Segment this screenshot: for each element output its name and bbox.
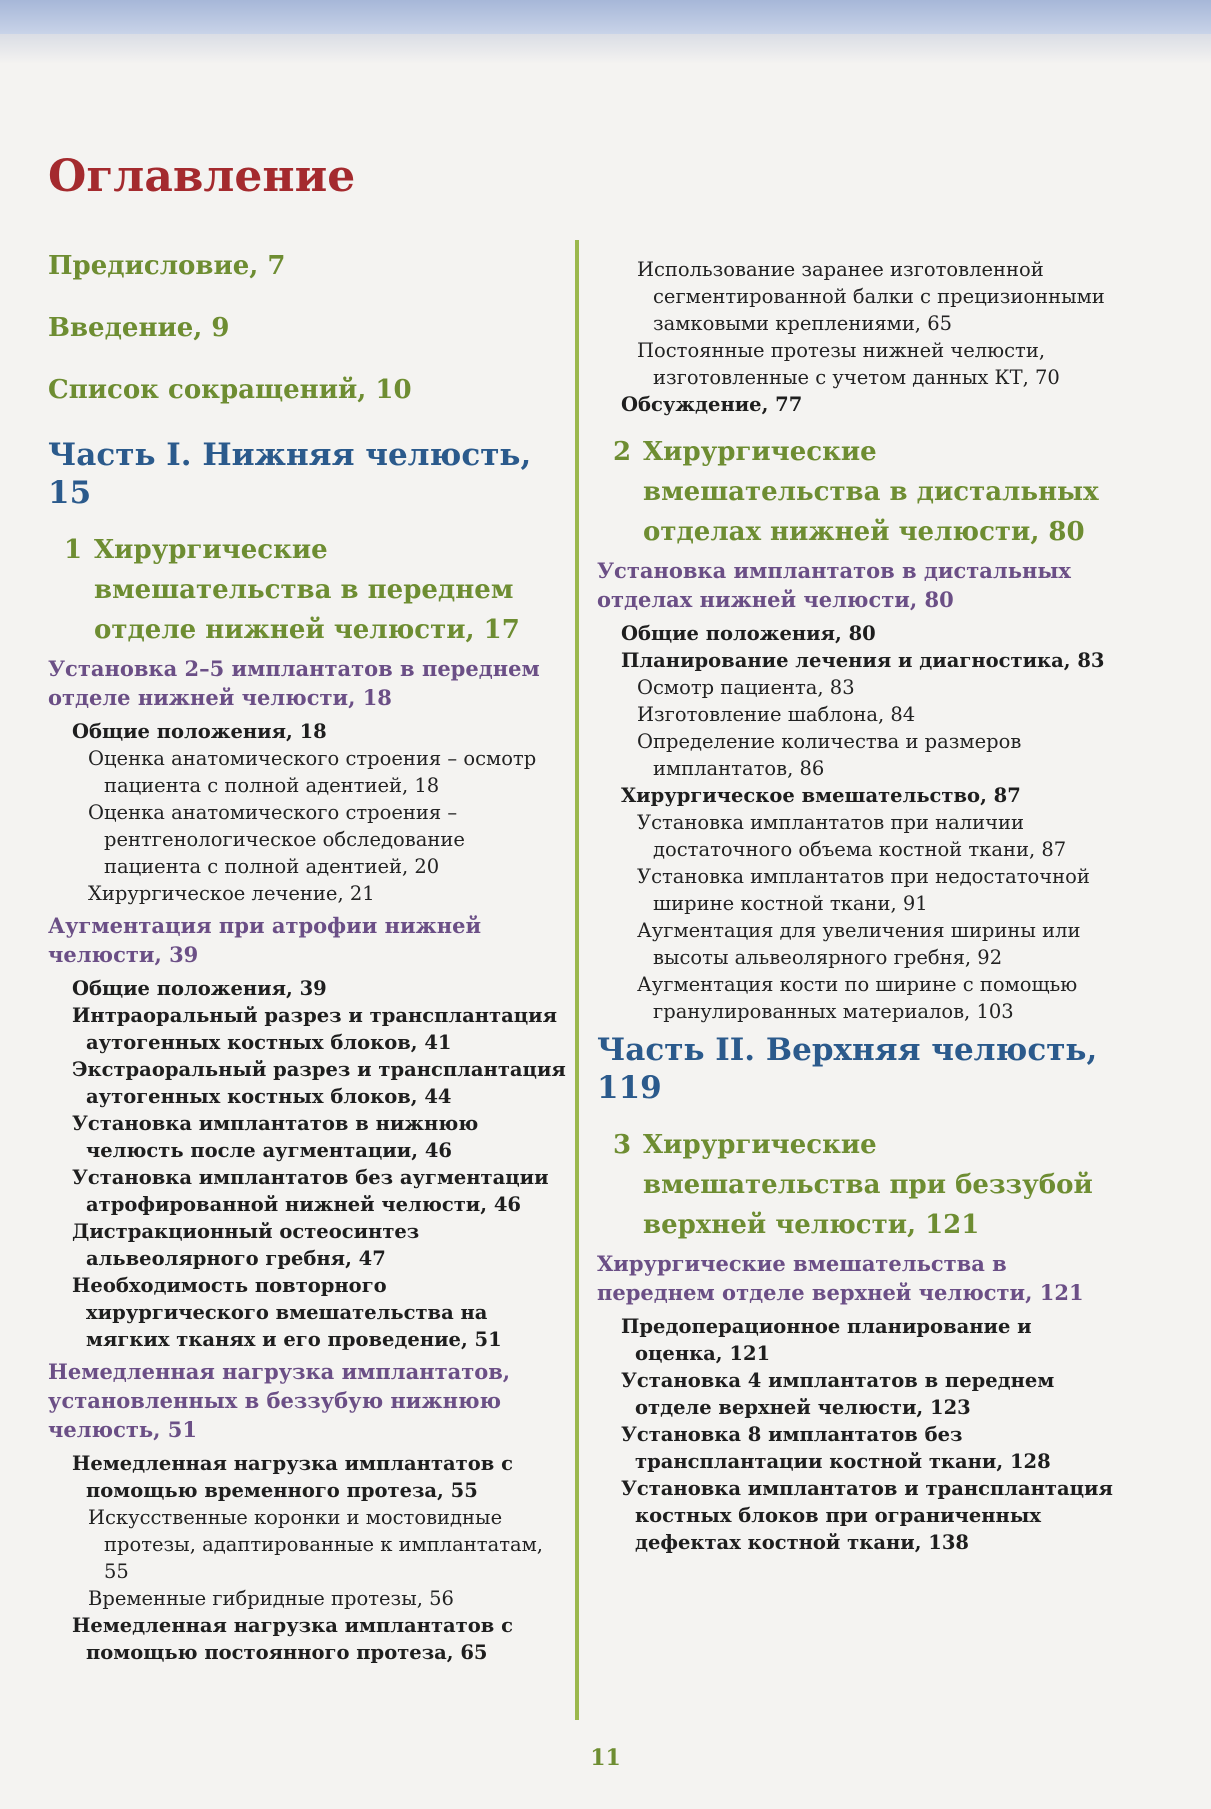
toc-subsection[interactable]: Предоперационное планирование и оценка, 121 (621, 1315, 1032, 1365)
toc-item[interactable]: Оценка анатомического строения – осмотр пациента с полной адентией, 18 (88, 747, 537, 797)
page-number: 11 (590, 1745, 621, 1771)
toc-section[interactable]: Аугментация при атрофии нижней челюсти, 39 (48, 913, 482, 967)
toc-subsection[interactable]: Установка 8 имплантатов без трансплантации костной ткани, 128 (621, 1423, 1051, 1473)
toc-subsection[interactable]: Установка имплантатов в нижнюю челюсть после аугментации, 46 (72, 1112, 479, 1162)
chapter-number: 2 (613, 437, 632, 467)
toc-subsection[interactable]: Общие положения, 18 (72, 720, 327, 743)
chapter-number: 3 (613, 1130, 632, 1160)
spacer (597, 418, 1117, 432)
toc-section[interactable]: Установка 2–5 имплантатов в переднем отделе нижней челюсти, 18 (48, 656, 540, 710)
toc-item[interactable]: Временные гибридные протезы, 56 (88, 1587, 454, 1610)
top-shadow (0, 34, 1211, 64)
chapter-number: 1 (64, 535, 83, 565)
toc-subsection[interactable]: Планирование лечения и диагностика, 83 (621, 649, 1105, 672)
toc-subsection[interactable]: Немедленная нагрузка имплантатов с помощью временного протеза, 55 (72, 1452, 513, 1502)
toc-subsection[interactable]: Общие положения, 80 (621, 622, 876, 645)
toc-item[interactable]: Использование заранее изготовленной сегментированной балки с прецизионными замковыми креплениями, 65 (637, 258, 1105, 335)
page-title: Оглавление (48, 151, 356, 202)
toc-subsection[interactable]: Общие положения, 39 (72, 977, 327, 1000)
toc-item[interactable]: Изготовление шаблона, 84 (637, 703, 916, 726)
top-color-band (0, 0, 1211, 34)
toc-chapter-heading[interactable] (64, 530, 568, 650)
toc-subsection[interactable]: Немедленная нагрузка имплантатов с помощью постоянного протеза, 65 (72, 1614, 513, 1664)
toc-item[interactable]: Искусственные коронки и мостовидные протезы, адаптированные к имплантатам, 55 (88, 1506, 543, 1583)
toc-item[interactable]: Аугментация кости по ширине с помощью гранулированных материалов, 103 (637, 973, 1078, 1023)
toc-item[interactable]: Постоянные протезы нижней челюсти, изготовленные с учетом данных КТ, 70 (637, 339, 1060, 389)
toc-part-heading[interactable]: Часть I. Нижняя челюсть, 15 (48, 437, 532, 511)
toc-subsection[interactable]: Необходимость повторного хирургического вмешательства на мягких тканях и его проведение, 51 (72, 1274, 502, 1351)
toc-subsection[interactable]: Экстраоральный разрез и трансплантация аутогенных костных блоков, 44 (72, 1058, 566, 1108)
toc-entry-preface[interactable]: Предисловие, 7 (48, 251, 286, 281)
toc-item[interactable]: Установка имплантатов при наличии достаточного объема костной ткани, 87 (637, 811, 1067, 861)
toc-part-heading[interactable]: Часть II. Верхняя челюсть, 119 (597, 1032, 1098, 1106)
toc-item[interactable]: Оценка анатомического строения – рентгенологическое обследование пациента с полной адентией, 20 (88, 801, 465, 878)
toc-entry-abbreviations[interactable]: Список сокращений, 10 (48, 375, 412, 405)
toc-subsection[interactable]: Дистракционный остеосинтез альвеолярного гребня, 47 (72, 1220, 420, 1270)
toc-left-column (48, 250, 568, 1666)
chapter-title: Хирургические вмешательства в дистальных отделах нижней челюсти, 80 (643, 437, 1099, 547)
toc-section[interactable]: Хирургические вмешательства в переднем отделе верхней челюсти, 121 (597, 1251, 1084, 1305)
toc-item[interactable]: Установка имплантатов при недостаточной ширине костной ткани, 91 (637, 865, 1090, 915)
toc-right-column (597, 256, 1117, 1556)
toc-section[interactable]: Установка имплантатов в дистальных отделах нижней челюсти, 80 (597, 558, 1071, 612)
toc-section[interactable]: Немедленная нагрузка имплантатов, установленных в беззубую нижнюю челюсть, 51 (48, 1359, 511, 1442)
toc-subsection[interactable]: Установка имплантатов без аугментации атрофированной нижней челюсти, 46 (72, 1166, 549, 1216)
column-divider (575, 240, 579, 1720)
toc-subsection[interactable]: Установка 4 имплантатов в переднем отделе верхней челюсти, 123 (621, 1369, 1055, 1419)
toc-subsection[interactable]: Интраоральный разрез и трансплантация аутогенных костных блоков, 41 (72, 1004, 558, 1054)
toc-item[interactable]: Хирургическое лечение, 21 (88, 882, 375, 905)
toc-item[interactable]: Определение количества и размеров имплантатов, 86 (637, 730, 1022, 780)
toc-entry-introduction[interactable]: Введение, 9 (48, 313, 230, 343)
toc-subsection[interactable]: Обсуждение, 77 (621, 393, 803, 416)
toc-item[interactable]: Аугментация для увеличения ширины или высоты альвеолярного гребня, 92 (637, 919, 1081, 969)
toc-chapter-heading[interactable] (613, 1125, 1117, 1245)
toc-subsection[interactable]: Установка имплантатов и трансплантация костных блоков при ограниченных дефектах костной ткани, 138 (621, 1477, 1113, 1554)
toc-subsection[interactable]: Хирургическое вмешательство, 87 (621, 784, 1021, 807)
chapter-title: Хирургические вмешательства в переднем отделе нижней челюсти, 17 (94, 535, 520, 645)
toc-item[interactable]: Осмотр пациента, 83 (637, 676, 855, 699)
toc-chapter-heading[interactable] (613, 432, 1117, 552)
chapter-title: Хирургические вмешательства при беззубой верхней челюсти, 121 (643, 1130, 1093, 1240)
